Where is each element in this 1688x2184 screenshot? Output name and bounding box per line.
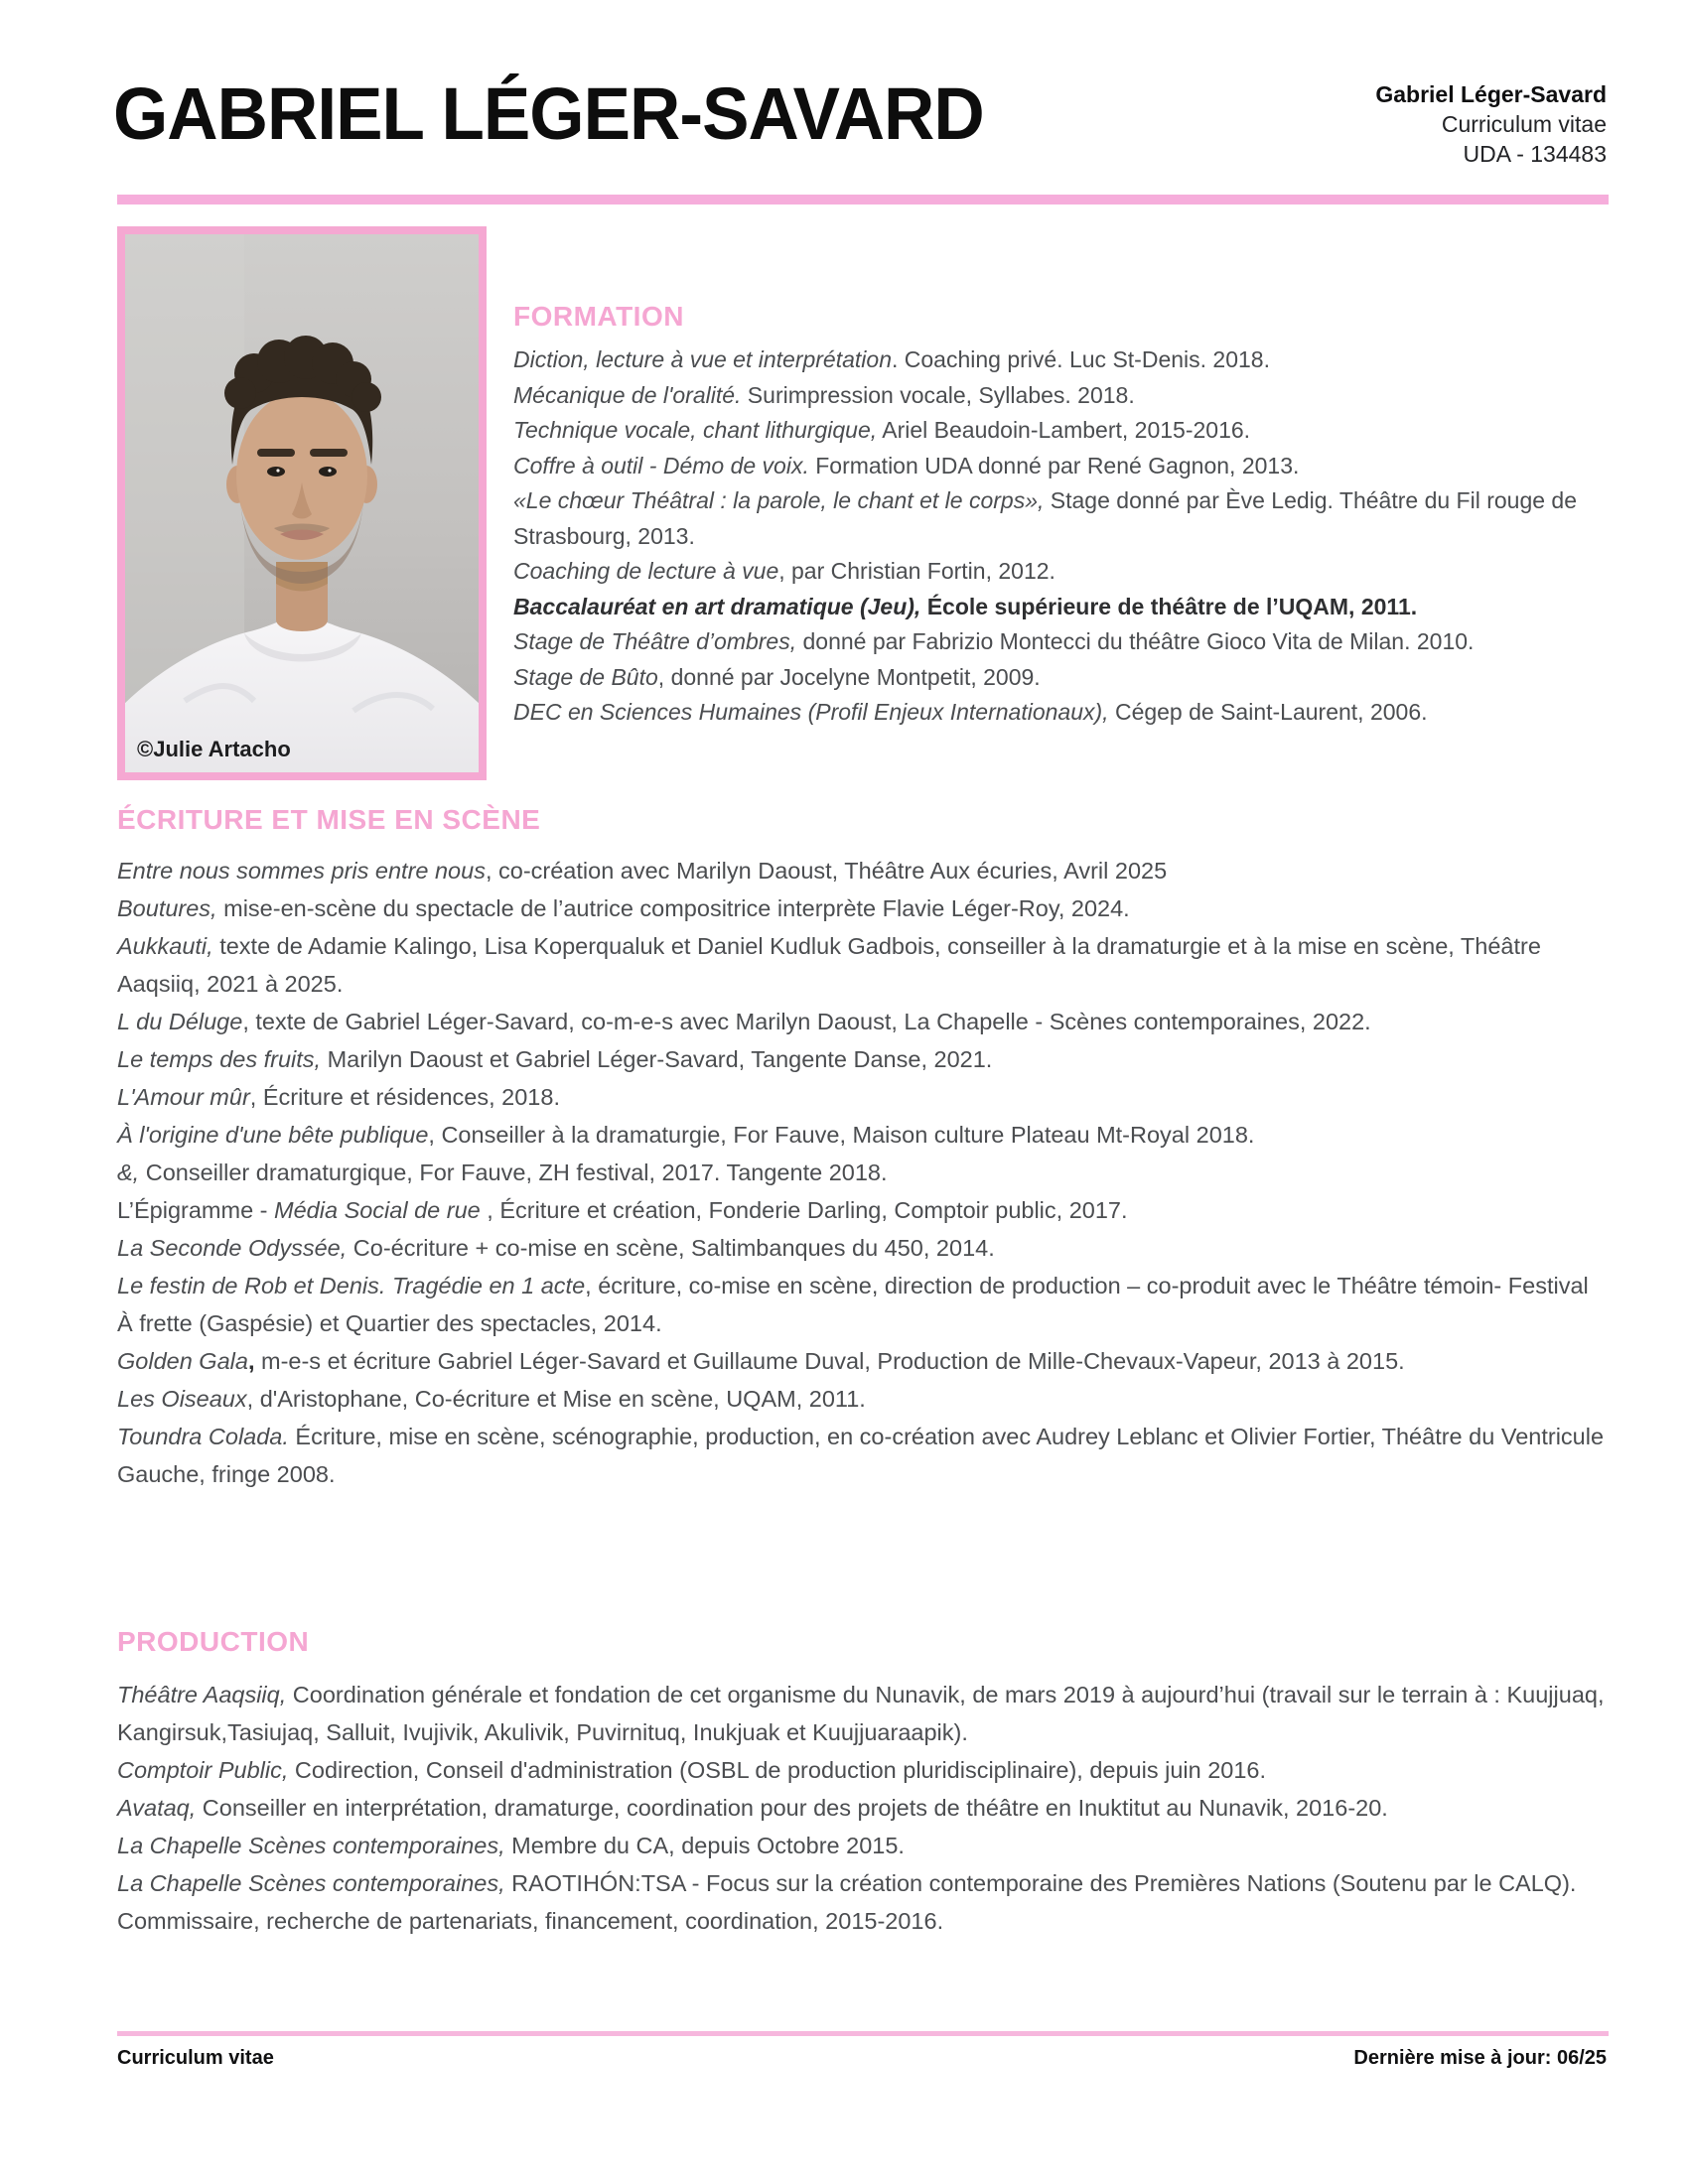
cv-entry-segment: , par Christian Fortin, 2012. [778, 558, 1055, 584]
cv-entry-segment: DEC en Sciences Humaines (Profil Enjeux Internationaux), [513, 699, 1109, 725]
cv-entry-segment: École supérieure de théâtre de l’UQAM, 2011. [926, 593, 1418, 619]
cv-entry-segment: Stage de Bûto [513, 663, 658, 690]
section-heading-formation: FORMATION [513, 301, 684, 332]
cv-entry-segment: . Coaching privé. Luc St-Denis. 2018. [891, 346, 1270, 372]
cv-entry-segment: Diction, lecture à vue et interprétation [513, 346, 892, 372]
cv-entry [117, 852, 1609, 889]
cv-entry-segment: &, [117, 1160, 140, 1185]
section-ecriture-et-mise-en-scene [117, 804, 1609, 1493]
cv-entry-segment: Boutures, [117, 895, 217, 921]
cv-entry [513, 378, 1609, 414]
cv-entry-segment: Marilyn Daoust et Gabriel Léger-Savard, Tangente Danse, 2021. [321, 1046, 993, 1072]
portrait-photo [117, 226, 487, 780]
cv-entry-segment: Membre du CA, depuis Octobre 2015. [504, 1833, 905, 1858]
cv-entry-segment: L'Amour mûr [117, 1084, 250, 1110]
cv-entry [117, 1116, 1609, 1154]
cv-entry-segment: La Seconde Odyssée, [117, 1235, 348, 1261]
header-divider [117, 195, 1609, 205]
cv-entry-segment: texte de Adamie Kalingo, Lisa Koperqualuk et Daniel Kudluk Gadbois, conseiller à la dramaturgie et à la mise en scène, Théâtre Aaqsiiq, 2021 à 2025. [117, 933, 1541, 997]
footer-doc-type: Curriculum vitae [117, 2047, 274, 2069]
cv-entry-segment: La Chapelle Scènes contemporaines, [117, 1870, 505, 1896]
cv-entry-segment: , d'Aristophane, Co-écriture et Mise en scène, UQAM, 2011. [246, 1386, 866, 1412]
cv-entry-segment: Entre nous sommes pris entre nous [117, 858, 486, 884]
cv-entry [117, 1418, 1609, 1493]
cv-entry-segment: Coffre à outil - Démo de voix. [513, 452, 809, 478]
cv-entry-segment: Le festin de Rob et Denis. Tragédie en 1 acte [117, 1273, 586, 1298]
cv-entry [117, 889, 1609, 927]
cv-entry [513, 590, 1609, 625]
cv-entry [117, 1040, 1609, 1078]
header-uda-number: UDA - 134483 [1463, 141, 1607, 167]
cv-entry-segment: donné par Fabrizio Montecci du théâtre Gioco Vita de Milan. 2010. [796, 628, 1475, 654]
cv-entry-segment: Conseiller dramaturgique, For Fauve, ZH festival, 2017. Tangente 2018. [139, 1160, 888, 1185]
section-formation [513, 301, 1609, 731]
cv-entry-segment: Les Oiseaux [117, 1386, 247, 1412]
cv-entry [117, 1342, 1609, 1380]
cv-entry-segment: Cégep de Saint-Laurent, 2006. [1108, 699, 1428, 725]
cv-entry [117, 1003, 1609, 1040]
cv-entry [513, 413, 1609, 449]
cv-entry [117, 927, 1609, 1003]
cv-entry [117, 1676, 1609, 1751]
section-heading-production: PRODUCTION [117, 1626, 310, 1657]
cv-entry-segment: Surimpression vocale, Syllabes. 2018. [741, 381, 1135, 408]
cv-entry [513, 342, 1609, 378]
header-doc-type: Curriculum vitae [1441, 111, 1607, 137]
page-title: GABRIEL LÉGER-SAVARD [113, 72, 984, 155]
cv-entry [117, 1154, 1609, 1191]
cv-entry-segment: Aukkauti, [117, 933, 213, 959]
cv-entry-segment: Ariel Beaudoin-Lambert, 2015-2016. [877, 417, 1251, 443]
cv-entry-segment: Coordination générale et fondation de cet organisme du Nunavik, de mars 2019 à aujourd’hui (travail sur le terrain à : Kuujjuaq, Kangirsuk,Tasiujaq, Salluit, Ivujivik, Akulivik, Puvirnituq, Inukjuak et Kuujjuaraapik). [117, 1682, 1605, 1745]
cv-entry [117, 1789, 1609, 1827]
cv-entry [117, 1827, 1609, 1864]
footer-divider [117, 2031, 1609, 2036]
cv-entry-segment: Écriture, mise en scène, scénographie, production, en co-création avec Audrey Leblanc et Olivier Fortier, Théâtre du Ventricule Gauche, fringe 2008. [117, 1424, 1605, 1487]
cv-entry-segment: Mécanique de l'oralité. [513, 381, 742, 408]
cv-entry-segment: RAOTIHÓN:TSA - Focus sur la création contemporaine des Premières Nations (Soutenu par le CALQ). Commissaire, recherche de partenariats, financement, coordination, 2015-2016. [117, 1870, 1577, 1934]
cv-entry-segment: Golden Gala [117, 1348, 248, 1374]
cv-entry-segment: L’Épigramme - [117, 1197, 275, 1223]
cv-entry-segment: À l'origine d'une bête publique [117, 1122, 429, 1148]
cv-entry-segment: m-e-s et écriture Gabriel Léger-Savard et Guillaume Duval, Production de Mille-Chevaux-Vapeur, 2013 à 2015. [254, 1348, 1405, 1374]
cv-entry-segment: Toundra Colada. [117, 1424, 289, 1449]
footer-last-updated: Dernière mise à jour: 06/25 [1353, 2047, 1607, 2069]
cv-entry-segment: Média Social de rue [274, 1197, 481, 1223]
cv-entry-segment: , Écriture et résidences, 2018. [249, 1084, 560, 1110]
cv-entry-segment: Codirection, Conseil d'administration (OSBL de production pluridisciplinaire), depuis juin 2016. [288, 1757, 1267, 1783]
cv-entry [117, 1078, 1609, 1116]
portrait-image [125, 234, 479, 772]
cv-entry-segment: Baccalauréat en art dramatique (Jeu), [513, 593, 927, 619]
cv-entry-segment: Technique vocale, chant lithurgique, [513, 417, 878, 443]
cv-entry-segment: , [247, 1348, 255, 1374]
cv-entry-segment: , texte de Gabriel Léger-Savard, co-m-e-s avec Marilyn Daoust, La Chapelle - Scènes contemporaines, 2022. [242, 1009, 1371, 1034]
cv-entry-segment: mise-en-scène du spectacle de l’autrice compositrice interprète Flavie Léger-Roy, 2024. [216, 895, 1130, 921]
cv-entry-segment: , donné par Jocelyne Montpetit, 2009. [657, 663, 1041, 690]
cv-entry-segment: , co-création avec Marilyn Daoust, Théâtre Aux écuries, Avril 2025 [485, 858, 1168, 884]
section-production [117, 1626, 1609, 1940]
cv-entry [117, 1267, 1609, 1342]
header-name: Gabriel Léger-Savard [1375, 81, 1607, 107]
cv-entry [117, 1380, 1609, 1418]
cv-entry [117, 1191, 1609, 1229]
header-contact-block [1375, 79, 1607, 169]
cv-entry-segment: Comptoir Public, [117, 1757, 289, 1783]
cv-entry-segment: Conseiller en interprétation, dramaturge, coordination pour des projets de théâtre en Inuktitut au Nunavik, 2016-20. [196, 1795, 1388, 1821]
cv-entry-segment: La Chapelle Scènes contemporaines, [117, 1833, 505, 1858]
cv-entry [513, 695, 1609, 731]
cv-entry [513, 624, 1609, 660]
section-body-ecriture [117, 852, 1609, 1493]
photo-credit: ©Julie Artacho [137, 737, 291, 761]
cv-entry-segment: Théâtre Aaqsiiq, [117, 1682, 287, 1707]
cv-entry-segment: Coaching de lecture à vue [513, 558, 779, 584]
section-body-production [117, 1676, 1609, 1940]
cv-entry-segment: Avataq, [117, 1795, 197, 1821]
cv-entry-segment: Stage donné par Ève Ledig. Théâtre du Fil rouge de Strasbourg, 2013. [513, 487, 1578, 549]
section-heading-ecriture: ÉCRITURE ET MISE EN SCÈNE [117, 804, 541, 835]
cv-entry-segment: Co-écriture + co-mise en scène, Saltimbanques du 450, 2014. [347, 1235, 995, 1261]
cv-entry [513, 449, 1609, 484]
cv-entry-segment: , écriture, co-mise en scène, direction de production – co-produit avec le Théâtre témoin- Festival À frette (Gaspésie) et Quartier des spectacles, 2014. [117, 1273, 1589, 1336]
cv-entry [513, 660, 1609, 696]
cv-entry [117, 1229, 1609, 1267]
cv-entry [117, 1751, 1609, 1789]
section-body-formation [513, 342, 1609, 731]
cv-entry [117, 1864, 1609, 1940]
cv-entry-segment: , Conseiller à la dramaturgie, For Fauve, Maison culture Plateau Mt-Royal 2018. [428, 1122, 1255, 1148]
cv-entry [513, 483, 1609, 554]
cv-entry [513, 554, 1609, 590]
cv-entry-segment: «Le chœur Théâtral : la parole, le chant et le corps», [513, 487, 1045, 513]
cv-entry-segment: Formation UDA donné par René Gagnon, 2013. [808, 452, 1300, 478]
cv-entry-segment: Stage de Théâtre d’ombres, [513, 628, 797, 654]
cv-entry-segment: , Écriture et création, Fonderie Darling, Comptoir public, 2017. [480, 1197, 1128, 1223]
cv-entry-segment: L du Déluge [117, 1009, 243, 1034]
cv-entry-segment: Le temps des fruits, [117, 1046, 322, 1072]
